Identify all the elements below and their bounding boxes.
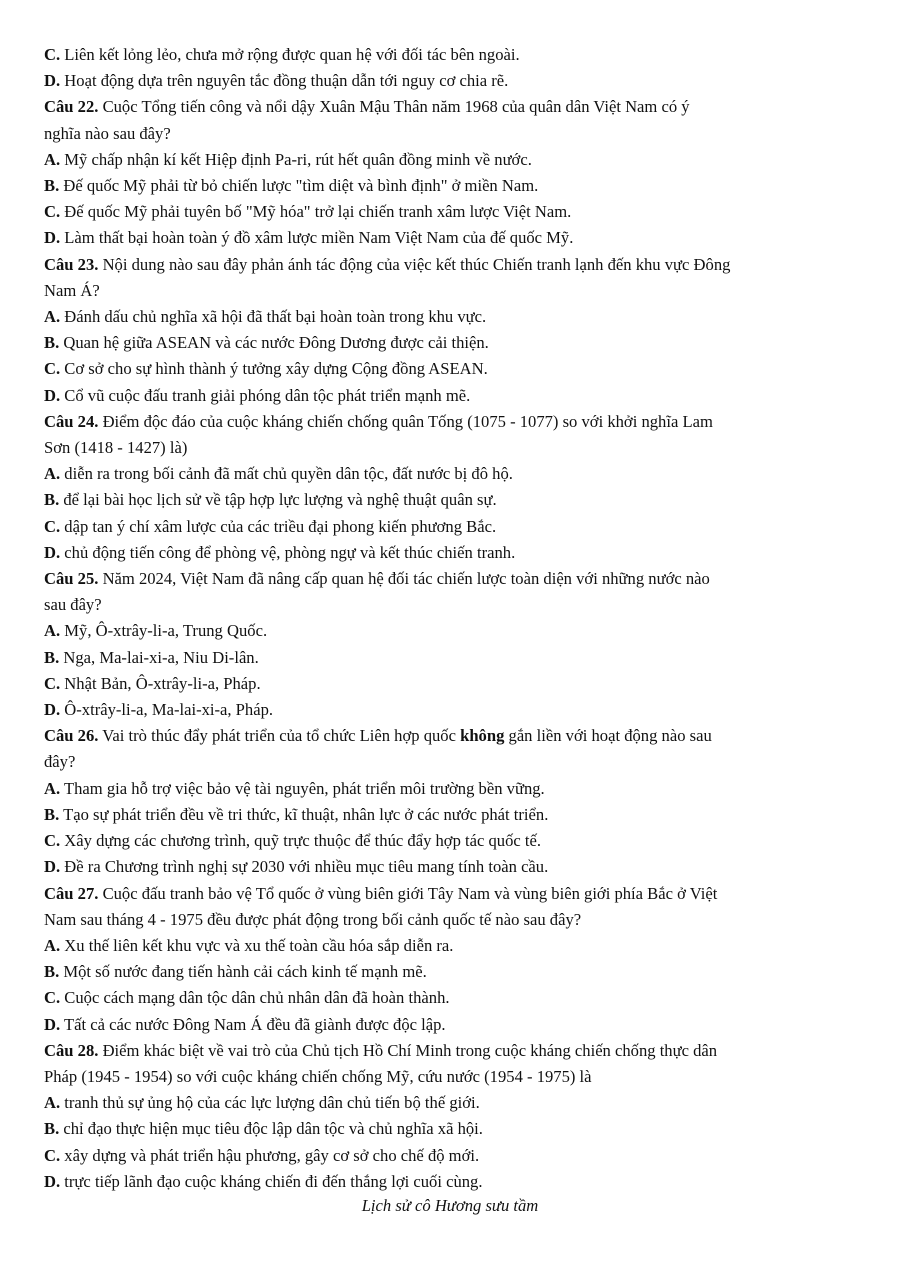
option-letter: C. <box>44 988 61 1008</box>
option-row <box>44 383 864 409</box>
question-label: Câu 25. <box>44 569 99 589</box>
question-stem-continued: Nam Á? <box>44 280 100 300</box>
question-label: Câu 24. <box>44 411 99 431</box>
option-letter: D. <box>44 700 61 720</box>
question-label: Câu 22. <box>44 97 99 117</box>
option-letter: B. <box>44 804 60 824</box>
option-letter: B. <box>44 647 60 667</box>
question-label: Câu 23. <box>44 254 99 274</box>
question-stem-continued: sau đây? <box>44 595 102 615</box>
option-row <box>44 356 864 382</box>
question-label: Câu 28. <box>44 1040 99 1060</box>
question-text: Nội dung nào sau đây phản ánh tác động của việc kết thúc Chiến tranh lạnh đến khu vực Đông <box>102 254 731 274</box>
option-row <box>44 1116 864 1142</box>
option-letter: B. <box>44 333 60 353</box>
option-text: chủ động tiến công để phòng vệ, phòng ngự và kết thúc chiến tranh. <box>64 542 516 562</box>
option-text: Cổ vũ cuộc đấu tranh giải phóng dân tộc phát triển mạnh mẽ. <box>64 385 471 405</box>
option-text: Làm thất bại hoàn toàn ý đồ xâm lược miền Nam Việt Nam của đế quốc Mỹ. <box>64 228 574 248</box>
option-text: Liên kết lỏng lẻo, chưa mở rộng được quan hệ với đối tác bên ngoài. <box>64 45 520 64</box>
option-text: Tham gia hỗ trợ việc bảo vệ tài nguyên, phát triển môi trường bền vững. <box>64 778 545 798</box>
option-row <box>44 487 864 513</box>
question-stem-continued: Nam sau tháng 4 - 1975 đều được phát động trong bối cảnh quốc tế nào sau đây? <box>44 909 582 929</box>
option-letter: A. <box>44 1093 61 1113</box>
option-text: Nhật Bản, Ô-xtrây-li-a, Pháp. <box>64 673 261 693</box>
option-letter: A. <box>44 621 61 641</box>
footer-credit: Lịch sử cô Hương sưu tầm <box>361 1196 539 1215</box>
question-text: Điểm khác biệt về vai trò của Chủ tịch Hồ Chí Minh trong cuộc kháng chiến chống thực dân <box>102 1040 718 1060</box>
option-letter: A. <box>44 149 61 169</box>
option-letter: C. <box>44 1145 61 1165</box>
option-letter: D. <box>44 385 61 405</box>
option-letter: D. <box>44 71 61 91</box>
option-letter: D. <box>44 1014 61 1034</box>
option-row <box>44 1090 864 1116</box>
question-stem-continued: Pháp (1945 - 1954) so với cuộc kháng chiến chống Mỹ, cứu nước (1954 - 1975) là <box>44 1066 592 1086</box>
option-letter: D. <box>44 228 61 248</box>
option-row <box>44 697 864 723</box>
question-stem-continued: nghĩa nào sau đây? <box>44 123 171 143</box>
question-stem <box>44 723 864 749</box>
question-stem <box>44 409 864 435</box>
option-row <box>44 225 864 251</box>
option-row <box>44 199 864 225</box>
option-row <box>44 828 864 854</box>
option-letter: A. <box>44 307 61 327</box>
option-text: Nga, Ma-lai-xi-a, Niu Di-lân. <box>63 647 259 667</box>
option-row <box>44 42 864 68</box>
option-letter: B. <box>44 1119 60 1139</box>
option-text: Mỹ chấp nhận kí kết Hiệp định Pa-ri, rút hết quân đồng minh về nước. <box>64 149 532 169</box>
option-text: Tất cả các nước Đông Nam Á đều đã giành được độc lập. <box>64 1014 446 1034</box>
option-row <box>44 985 864 1011</box>
option-row <box>44 461 864 487</box>
option-text: Tạo sự phát triển đều về tri thức, kĩ thuật, nhân lực ở các nước phát triển. <box>63 804 549 824</box>
question-text: Cuộc đấu tranh bảo vệ Tổ quốc ở vùng biên giới Tây Nam và vùng biên giới phía Bắc ở Việt <box>102 883 718 903</box>
question-stem <box>44 1038 864 1064</box>
option-row <box>44 802 864 828</box>
option-row <box>44 618 864 644</box>
option-row <box>44 854 864 880</box>
option-letter: D. <box>44 542 61 562</box>
question-label: Câu 27. <box>44 883 99 903</box>
option-text: dập tan ý chí xâm lược của các triều đại phong kiến phương Bắc. <box>64 516 497 536</box>
option-letter: C. <box>44 516 61 536</box>
option-text: để lại bài học lịch sử về tập hợp lực lượng và nghệ thuật quân sự. <box>63 490 497 510</box>
question-stem <box>44 881 864 907</box>
option-text: Đế quốc Mỹ phải từ bỏ chiến lược "tìm diệt và bình định" ở miền Nam. <box>63 176 539 196</box>
option-text: Quan hệ giữa ASEAN và các nước Đông Dương được cải thiện. <box>63 333 489 353</box>
option-row <box>44 304 864 330</box>
option-row <box>44 173 864 199</box>
option-row <box>44 330 864 356</box>
option-row <box>44 1143 864 1169</box>
question-text: Cuộc Tổng tiến công và nổi dậy Xuân Mậu Thân năm 1968 của quân dân Việt Nam có ý <box>102 97 690 117</box>
option-text: Xây dựng các chương trình, quỹ trực thuộc để thúc đẩy hợp tác quốc tế. <box>64 831 542 851</box>
option-letter: A. <box>44 778 61 798</box>
option-row <box>44 68 864 94</box>
option-text: Đế quốc Mỹ phải tuyên bố "Mỹ hóa" trở lại chiến tranh xâm lược Việt Nam. <box>64 202 572 222</box>
question-stem <box>44 252 864 278</box>
option-text: xây dựng và phát triển hậu phương, gây cơ sở cho chế độ mới. <box>64 1145 480 1165</box>
option-text: Ô-xtrây-li-a, Ma-lai-xi-a, Pháp. <box>64 700 274 720</box>
option-letter: C. <box>44 831 61 851</box>
option-letter: B. <box>44 176 60 196</box>
option-text: Mỹ, Ô-xtrây-li-a, Trung Quốc. <box>64 621 268 641</box>
option-row <box>44 514 864 540</box>
option-letter: A. <box>44 935 61 955</box>
question-stem <box>44 566 864 592</box>
option-letter: D. <box>44 857 61 877</box>
option-text: Xu thế liên kết khu vực và xu thế toàn cầu hóa sắp diễn ra. <box>64 935 454 955</box>
option-row <box>44 645 864 671</box>
option-text: chỉ đạo thực hiện mục tiêu độc lập dân tộc và chủ nghĩa xã hội. <box>63 1119 483 1139</box>
option-text: Hoạt động dựa trên nguyên tắc đồng thuận dẫn tới nguy cơ chia rẽ. <box>64 71 509 91</box>
question-keyword: không <box>460 726 505 746</box>
question-text-after: gắn liền với hoạt động nào sau <box>504 726 712 746</box>
option-letter: C. <box>44 673 61 693</box>
option-row <box>44 776 864 802</box>
question-stem-continued: Sơn (1418 - 1427) là) <box>44 438 188 458</box>
option-letter: A. <box>44 464 61 484</box>
option-text: Đề ra Chương trình nghị sự 2030 với nhiều mục tiêu mang tính toàn cầu. <box>64 857 549 877</box>
option-row <box>44 1169 864 1195</box>
option-text: Cơ sở cho sự hình thành ý tưởng xây dựng Cộng đồng ASEAN. <box>64 359 488 379</box>
option-text: Cuộc cách mạng dân tộc dân chủ nhân dân đã hoàn thành. <box>64 988 450 1008</box>
option-row <box>44 540 864 566</box>
question-text: Điểm độc đáo của cuộc kháng chiến chống quân Tống (1075 - 1077) so với khởi nghĩa Lam <box>102 411 713 431</box>
option-row <box>44 671 864 697</box>
option-text: Đánh dấu chủ nghĩa xã hội đã thất bại hoàn toàn trong khu vực. <box>64 307 487 327</box>
option-row <box>44 933 864 959</box>
option-row <box>44 147 864 173</box>
question-label: Câu 26. <box>44 726 99 746</box>
question-text: Vai trò thúc đẩy phát triển của tổ chức Liên hợp quốc <box>102 726 461 746</box>
option-letter: D. <box>44 1171 61 1191</box>
option-row <box>44 959 864 985</box>
option-text: trực tiếp lãnh đạo cuộc kháng chiến đi đến thắng lợi cuối cùng. <box>64 1171 483 1191</box>
option-text: tranh thủ sự ủng hộ của các lực lượng dân chủ tiến bộ thế giới. <box>64 1093 480 1113</box>
question-text: Năm 2024, Việt Nam đã nâng cấp quan hệ đối tác chiến lược toàn diện với những nước nào <box>102 569 710 589</box>
option-letter: C. <box>44 45 61 64</box>
option-letter: B. <box>44 962 60 982</box>
option-letter: C. <box>44 202 61 222</box>
option-text: Một số nước đang tiến hành cải cách kinh tế mạnh mẽ. <box>63 962 427 982</box>
question-stem <box>44 94 864 120</box>
question-stem-continued: đây? <box>44 752 76 772</box>
document-page <box>44 42 864 1195</box>
option-letter: C. <box>44 359 61 379</box>
option-letter: B. <box>44 490 60 510</box>
option-text: diễn ra trong bối cảnh đã mất chủ quyền dân tộc, đất nước bị đô hộ. <box>64 464 513 484</box>
option-row <box>44 1012 864 1038</box>
